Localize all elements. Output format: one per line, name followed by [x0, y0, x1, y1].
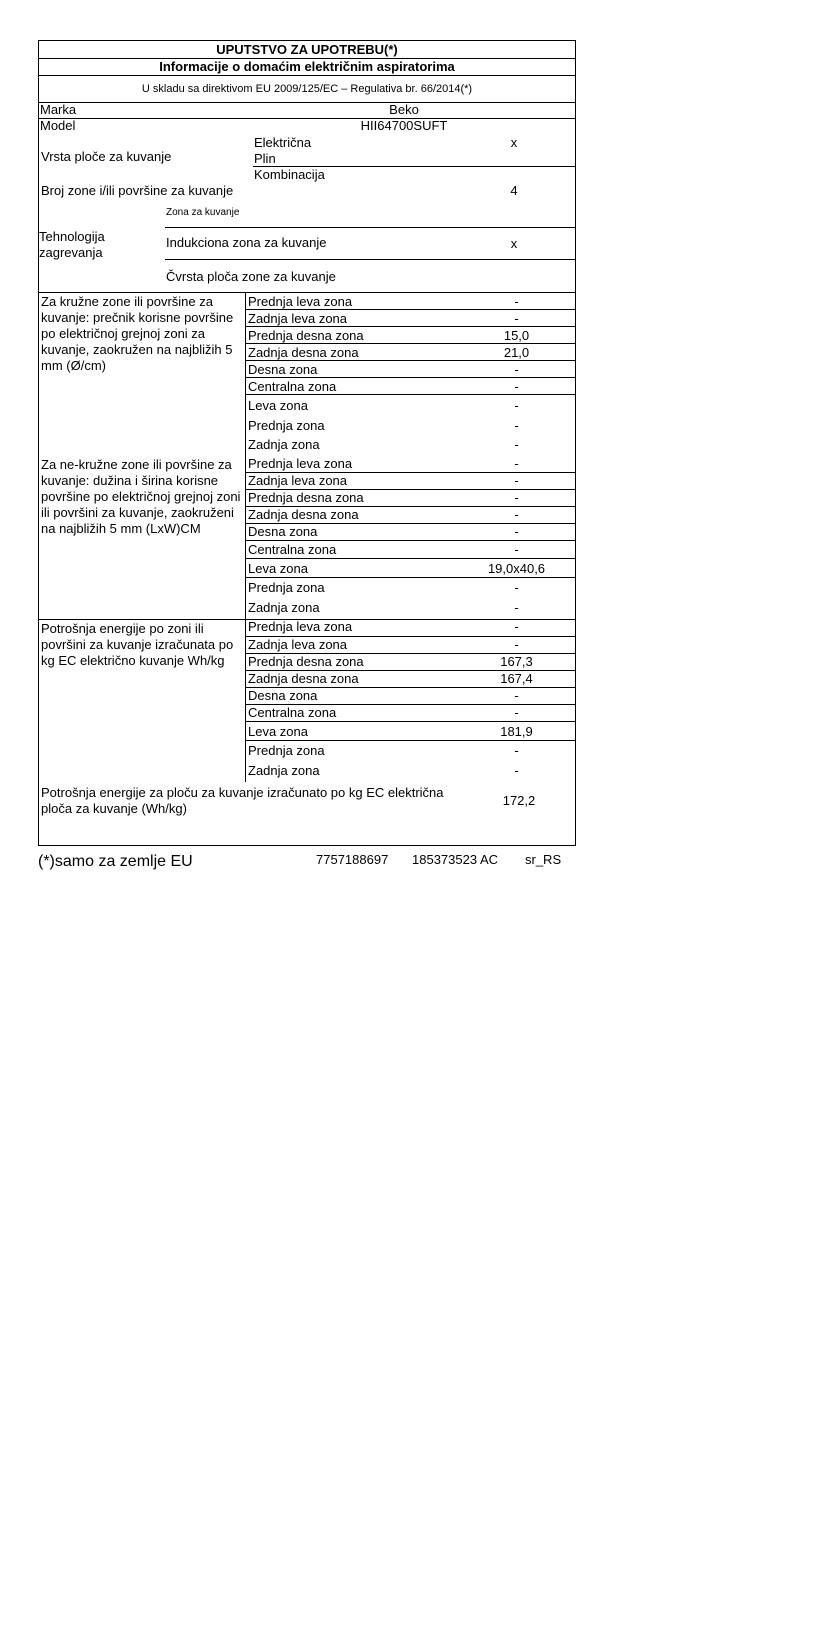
footer-code2: 185373523 AC — [412, 852, 499, 867]
divider — [39, 292, 575, 293]
heating-tech-solid: Čvrsta ploča zone za kuvanje — [166, 269, 336, 284]
zone-value: - — [514, 437, 519, 452]
zone-name: Leva zona — [248, 398, 308, 413]
zone-name: Centralna zona — [248, 379, 337, 394]
zone-value: - — [514, 418, 519, 433]
zone-header: Zona za kuvanje — [166, 207, 240, 218]
zone-value: - — [514, 473, 519, 488]
brand-value: Beko — [389, 102, 419, 117]
product-info-sheet — [38, 40, 576, 846]
zone-value: - — [514, 705, 519, 720]
zone-value: - — [514, 688, 519, 703]
hob-type-gas: Plin — [254, 151, 276, 166]
hob-type-label: Vrsta ploče za kuvanje — [41, 149, 172, 164]
noncircular-label: Za ne-kružne zone ili površine za kuvanje: dužina i širina korisne površine po električnoj grejnoj zoni ili površini za kuvanje, zaokruženi na najbližih 5 mm (LxW)CM — [41, 457, 241, 536]
zone-name: Zadnja leva zona — [248, 311, 348, 326]
zone-name: Prednja desna zona — [248, 654, 364, 669]
zone-name: Prednja desna zona — [248, 328, 364, 343]
zone-value: 15,0 — [503, 328, 530, 343]
zone-name: Zadnja desna zona — [248, 671, 359, 686]
zone-name: Prednja leva zona — [248, 456, 353, 471]
zone-name: Prednja zona — [248, 580, 325, 595]
divider — [165, 259, 575, 260]
energy-total-value: 172,2 — [502, 793, 536, 808]
zone-value: - — [514, 507, 519, 522]
zone-name: Zadnja zona — [248, 437, 320, 452]
divider — [245, 326, 575, 327]
divider — [39, 102, 575, 103]
divider — [245, 721, 575, 722]
zone-name: Desna zona — [248, 524, 318, 539]
footer-code1: 7757188697 — [316, 852, 389, 867]
zone-name: Prednja leva zona — [248, 294, 353, 309]
divider — [245, 360, 575, 361]
zone-name: Leva zona — [248, 561, 308, 576]
zone-value: - — [514, 524, 519, 539]
hob-type-electric: Električna — [254, 135, 312, 150]
zone-name: Zadnja leva zona — [248, 637, 348, 652]
zone-name: Prednja desna zona — [248, 490, 364, 505]
divider — [39, 118, 575, 119]
footer-note: (*)samo za zemlje EU — [38, 853, 193, 870]
divider — [245, 394, 575, 395]
zone-name: Leva zona — [248, 724, 308, 739]
zone-value: - — [514, 294, 519, 309]
zone-value: - — [514, 398, 519, 413]
zone-value: - — [514, 580, 519, 595]
zone-name: Zadnja zona — [248, 600, 320, 615]
sheet-title: UPUTSTVO ZA UPOTREBU(*) — [216, 42, 398, 57]
zone-value: 19,0x40,6 — [487, 561, 546, 576]
zone-value: - — [514, 542, 519, 557]
divider — [245, 740, 575, 741]
divider — [245, 377, 575, 378]
footer-locale: sr_RS — [525, 852, 562, 867]
brand-label: Marka — [40, 102, 77, 117]
zone-name: Desna zona — [248, 362, 318, 377]
circular-label: Za kružne zone ili površine za kuvanje: prečnik korisne površine po električnoj grejnoj zoni za kuvanje, zaokružen na najbližih 5 mm (Ø/cm) — [41, 294, 234, 373]
zone-name: Prednja zona — [248, 743, 325, 758]
zone-name: Prednja zona — [248, 418, 325, 433]
divider — [165, 227, 575, 228]
zone-name: Zadnja desna zona — [248, 507, 359, 522]
zone-value: 21,0 — [503, 345, 530, 360]
zone-value: 167,4 — [500, 671, 533, 686]
zone-value: - — [514, 379, 519, 394]
zone-name: Zadnja desna zona — [248, 345, 359, 360]
model-value: HII64700SUFT — [360, 118, 448, 133]
zone-value: - — [514, 362, 519, 377]
zone-name: Centralna zona — [248, 705, 337, 720]
hob-type-combination: Kombinacija — [254, 167, 325, 182]
zone-name: Centralna zona — [248, 542, 337, 557]
directive-text: U skladu sa direktivom EU 2009/125/EC – Regulativa br. 66/2014(*) — [141, 83, 473, 95]
hob-type-electric-mark: x — [510, 135, 518, 150]
zone-name: Zadnja leva zona — [248, 473, 348, 488]
heating-tech-induction: Indukciona zona za kuvanje — [166, 235, 327, 250]
energy-total-label: Potrošnja energije za ploču za kuvanje izračunato po kg EC električna ploča za kuvanje (Wh/kg) — [41, 785, 444, 816]
column-divider — [245, 453, 246, 619]
zone-value: - — [514, 600, 519, 615]
zone-name: Desna zona — [248, 688, 318, 703]
zone-name: Prednja leva zona — [248, 619, 353, 634]
zones-count-label: Broj zone i/ili površine za kuvanje — [41, 183, 234, 198]
zone-value: 181,9 — [500, 724, 533, 739]
heating-tech-label: Tehnologija zagrevanja — [39, 229, 105, 260]
zone-value: - — [514, 763, 519, 778]
sheet-subtitle: Informacije o domaćim električnim aspiratorima — [159, 59, 455, 74]
column-divider — [245, 619, 246, 782]
zone-value: 167,3 — [500, 654, 533, 669]
divider — [245, 309, 575, 310]
zone-value: - — [514, 456, 519, 471]
heating-tech-induction-mark: x — [510, 236, 518, 251]
divider — [245, 540, 575, 541]
column-divider — [245, 292, 246, 453]
divider — [39, 75, 575, 76]
divider — [245, 558, 575, 559]
zone-value: - — [514, 619, 519, 634]
zone-value: - — [514, 311, 519, 326]
divider — [245, 577, 575, 578]
zone-name: Zadnja zona — [248, 763, 320, 778]
energy-zone-label: Potrošnja energije po zoni ili površini za kuvanje izračunata po kg EC električno kuvanje Wh/kg — [41, 621, 234, 668]
model-label: Model — [40, 118, 76, 133]
zones-count-value: 4 — [510, 183, 518, 198]
zone-value: - — [514, 490, 519, 505]
divider — [245, 343, 575, 344]
zone-value: - — [514, 637, 519, 652]
zone-value: - — [514, 743, 519, 758]
